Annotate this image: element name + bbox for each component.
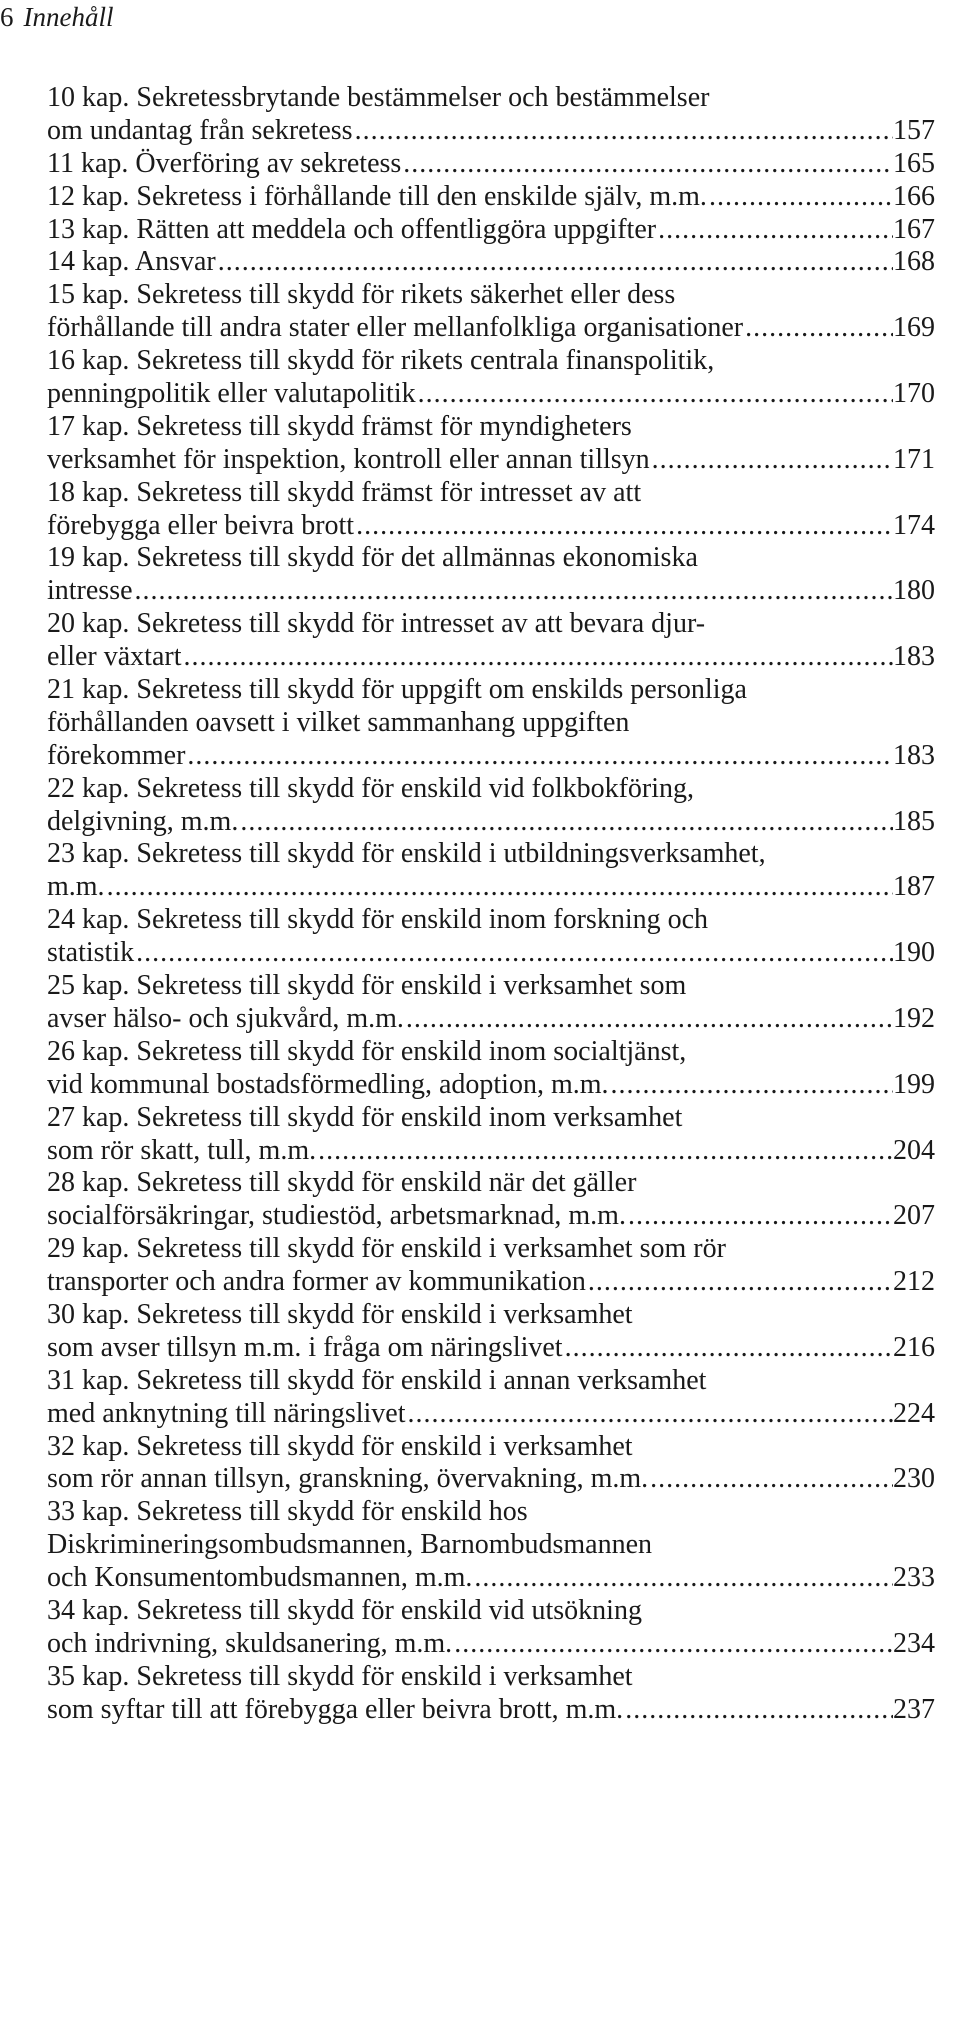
toc-entry-line: 18 kap. Sekretess till skydd främst för intresset av att bbox=[47, 476, 642, 508]
toc-entry-line: 23 kap. Sekretess till skydd för enskild i utbildningsverksamhet, bbox=[47, 838, 766, 870]
dot-leader bbox=[185, 740, 893, 773]
toc-entry-line: 17 kap. Sekretess till skydd främst för myndigheters bbox=[47, 410, 632, 442]
toc-entry[interactable] bbox=[47, 345, 935, 411]
toc-entry-line bbox=[47, 148, 935, 181]
toc-entry[interactable] bbox=[47, 838, 935, 904]
toc-entry-line bbox=[47, 740, 935, 773]
toc-page-number: 230 bbox=[893, 1463, 935, 1495]
toc-page-number: 157 bbox=[893, 114, 935, 146]
dot-leader bbox=[472, 1562, 893, 1595]
dot-leader bbox=[401, 148, 893, 181]
toc-entry-title: och Konsumentombudsmannen, m.m. bbox=[47, 1562, 473, 1594]
toc-entry[interactable] bbox=[47, 970, 935, 1036]
toc-entry-line bbox=[47, 444, 935, 477]
toc-entry-line bbox=[47, 312, 935, 345]
table-of-contents bbox=[47, 82, 935, 1727]
toc-entry-line bbox=[47, 378, 935, 411]
toc-entry-line: 15 kap. Sekretess till skydd för rikets säkerhet eller dess bbox=[47, 279, 676, 311]
toc-entry-line: 30 kap. Sekretess till skydd för enskild i verksamhet bbox=[47, 1298, 633, 1330]
dot-leader bbox=[623, 1694, 893, 1727]
toc-page-number: 174 bbox=[893, 509, 935, 541]
toc-entry-line bbox=[47, 214, 935, 247]
toc-page-number: 187 bbox=[893, 871, 935, 903]
toc-entry-title: förhållande till andra stater eller mellanfolkliga organisationer bbox=[47, 312, 744, 344]
toc-entry-line: 22 kap. Sekretess till skydd för enskild vid folkbokföring, bbox=[47, 772, 695, 804]
dot-leader bbox=[404, 1003, 893, 1036]
dot-leader bbox=[134, 937, 893, 970]
dot-leader bbox=[609, 1069, 893, 1102]
toc-entry-line: 34 kap. Sekretess till skydd för enskild vid utsökning bbox=[47, 1594, 642, 1626]
toc-page-number: 167 bbox=[893, 213, 935, 245]
toc-page-number: 199 bbox=[893, 1068, 935, 1100]
toc-entry-title: 13 kap. Rätten att meddela och offentliggöra uppgifter bbox=[47, 213, 657, 245]
toc-page-number: 183 bbox=[893, 641, 935, 673]
toc-entry[interactable] bbox=[47, 904, 935, 970]
toc-page-number: 166 bbox=[893, 180, 935, 212]
toc-entry-line: 20 kap. Sekretess till skydd för intresset av att bevara djur- bbox=[47, 608, 706, 640]
toc-entry-title: förekommer bbox=[47, 739, 186, 771]
toc-entry[interactable] bbox=[47, 1233, 935, 1299]
toc-entry[interactable] bbox=[47, 279, 935, 345]
toc-page-number: 233 bbox=[893, 1562, 935, 1594]
toc-page-number: 234 bbox=[893, 1627, 935, 1659]
toc-entry-line: 32 kap. Sekretess till skydd för enskild i verksamhet bbox=[47, 1430, 633, 1462]
toc-entry[interactable] bbox=[47, 1102, 935, 1168]
toc-entry[interactable] bbox=[47, 542, 935, 608]
toc-entry-line bbox=[47, 1463, 935, 1496]
toc-entry-line: 26 kap. Sekretess till skydd för enskild inom socialtjänst, bbox=[47, 1035, 687, 1067]
dot-leader bbox=[586, 1266, 893, 1299]
running-title: Innehåll bbox=[23, 2, 114, 32]
toc-entry[interactable] bbox=[47, 246, 935, 279]
toc-entry[interactable] bbox=[47, 674, 935, 773]
toc-entry-title: transporter och andra former av kommunikation bbox=[47, 1266, 586, 1298]
dot-leader bbox=[648, 1463, 893, 1496]
toc-page-number: 171 bbox=[893, 443, 935, 475]
toc-entry-line bbox=[47, 937, 935, 970]
toc-entry[interactable] bbox=[47, 1661, 935, 1727]
toc-entry-title: om undantag från sekretess bbox=[47, 114, 353, 146]
toc-entry[interactable] bbox=[47, 82, 935, 148]
page-number: 6 bbox=[0, 2, 14, 32]
toc-entry[interactable] bbox=[47, 1299, 935, 1365]
toc-entry-title: socialförsäkringar, studiestöd, arbetsmarknad, m.m. bbox=[47, 1200, 626, 1232]
toc-entry-line: 25 kap. Sekretess till skydd för enskild i verksamhet som bbox=[47, 970, 687, 1002]
toc-entry-line bbox=[47, 1332, 935, 1365]
toc-entry-title: m.m. bbox=[47, 871, 105, 903]
toc-entry[interactable] bbox=[47, 1167, 935, 1233]
toc-entry[interactable] bbox=[47, 214, 935, 247]
toc-entry-line: 29 kap. Sekretess till skydd för enskild i verksamhet som rör bbox=[47, 1233, 726, 1265]
toc-entry-line: 24 kap. Sekretess till skydd för enskild inom forskning och bbox=[47, 904, 709, 936]
toc-entry-title: 14 kap. Ansvar bbox=[47, 246, 216, 278]
toc-entry-line: Diskrimineringsombudsmannen, Barnombudsmannen bbox=[47, 1529, 653, 1561]
toc-entry-line bbox=[47, 1069, 935, 1102]
dot-leader bbox=[406, 1398, 893, 1431]
toc-entry-title: som rör skatt, tull, m.m. bbox=[47, 1134, 317, 1166]
toc-entry-title: 12 kap. Sekretess i förhållande till den enskilde själv, m.m. bbox=[47, 180, 707, 212]
toc-entry-line bbox=[47, 1562, 935, 1595]
toc-page-number: 169 bbox=[893, 312, 935, 344]
toc-entry[interactable] bbox=[47, 181, 935, 214]
toc-entry-line bbox=[47, 510, 935, 543]
toc-entry-line: 16 kap. Sekretess till skydd för rikets centrala finanspolitik, bbox=[47, 345, 715, 377]
toc-entry-line bbox=[47, 115, 935, 148]
toc-page-number: 180 bbox=[893, 575, 935, 607]
toc-page-number: 237 bbox=[893, 1693, 935, 1725]
toc-entry-line: 35 kap. Sekretess till skydd för enskild i verksamhet bbox=[47, 1660, 633, 1692]
toc-entry-line bbox=[47, 1200, 935, 1233]
dot-leader bbox=[452, 1628, 893, 1661]
toc-entry-line: 31 kap. Sekretess till skydd för enskild i annan verksamhet bbox=[47, 1364, 707, 1396]
dot-leader bbox=[416, 378, 893, 411]
dot-leader bbox=[353, 115, 893, 148]
toc-entry-title: som rör annan tillsyn, granskning, övervakning, m.m. bbox=[47, 1463, 649, 1495]
dot-leader bbox=[626, 1200, 893, 1233]
toc-page-number: 190 bbox=[893, 937, 935, 969]
toc-entry-line bbox=[47, 1694, 935, 1727]
dot-leader bbox=[563, 1332, 893, 1365]
toc-entry-title: verksamhet för inspektion, kontroll eller annan tillsyn bbox=[47, 443, 650, 475]
toc-entry[interactable] bbox=[47, 1036, 935, 1102]
toc-entry-title: delgivning, m.m. bbox=[47, 805, 239, 837]
toc-entry-line bbox=[47, 806, 935, 839]
toc-entry-line bbox=[47, 181, 935, 214]
toc-page-number: 185 bbox=[893, 805, 935, 837]
toc-entry[interactable] bbox=[47, 773, 935, 839]
toc-entry-line: 19 kap. Sekretess till skydd för det allmännas ekonomiska bbox=[47, 542, 698, 574]
toc-entry[interactable] bbox=[47, 411, 935, 477]
toc-entry-line bbox=[47, 1266, 935, 1299]
toc-page-number: 183 bbox=[893, 739, 935, 771]
toc-entry-title: penningpolitik eller valutapolitik bbox=[47, 378, 416, 410]
toc-entry-title: avser hälso- och sjukvård, m.m. bbox=[47, 1002, 404, 1034]
toc-entry[interactable] bbox=[47, 608, 935, 674]
toc-page-number: 224 bbox=[893, 1397, 935, 1429]
toc-entry-line: 27 kap. Sekretess till skydd för enskild inom verksamhet bbox=[47, 1101, 683, 1133]
toc-page-number: 168 bbox=[893, 246, 935, 278]
toc-entry-title: vid kommunal bostadsförmedling, adoption, m.m. bbox=[47, 1068, 609, 1100]
toc-entry-title: som syftar till att förebygga eller beivra brott, m.m. bbox=[47, 1693, 624, 1725]
toc-entry-line bbox=[47, 1628, 935, 1661]
toc-entry-title: med anknytning till näringslivet bbox=[47, 1397, 406, 1429]
dot-leader bbox=[650, 444, 893, 477]
toc-entry-title: intresse bbox=[47, 575, 133, 607]
dot-leader bbox=[133, 575, 893, 608]
toc-entry-line: 28 kap. Sekretess till skydd för enskild när det gäller bbox=[47, 1167, 637, 1199]
toc-entry[interactable] bbox=[47, 1595, 935, 1661]
page-header bbox=[0, 0, 113, 34]
toc-entry-line bbox=[47, 641, 935, 674]
toc-page-number: 192 bbox=[893, 1002, 935, 1034]
toc-entry[interactable] bbox=[47, 1365, 935, 1431]
toc-page-number: 216 bbox=[893, 1331, 935, 1363]
dot-leader bbox=[707, 181, 893, 214]
toc-entry[interactable] bbox=[47, 1431, 935, 1497]
toc-entry-title: statistik bbox=[47, 937, 135, 969]
toc-entry-line: 21 kap. Sekretess till skydd för uppgift om enskilds personliga bbox=[47, 674, 747, 706]
dot-leader bbox=[181, 641, 893, 674]
toc-page-number: 207 bbox=[893, 1200, 935, 1232]
toc-page-number: 212 bbox=[893, 1266, 935, 1298]
toc-entry-line: 10 kap. Sekretessbrytande bestämmelser och bestämmelser bbox=[47, 82, 710, 113]
dot-leader bbox=[238, 806, 893, 839]
toc-entry-line bbox=[47, 246, 935, 279]
toc-entry[interactable] bbox=[47, 477, 935, 543]
dot-leader bbox=[216, 246, 893, 279]
toc-entry-line: 33 kap. Sekretess till skydd för enskild hos bbox=[47, 1496, 528, 1528]
toc-entry-line bbox=[47, 1135, 935, 1168]
toc-page-number: 204 bbox=[893, 1134, 935, 1166]
toc-entry-title: 11 kap. Överföring av sekretess bbox=[47, 147, 402, 179]
dot-leader bbox=[354, 510, 893, 543]
toc-entry-line bbox=[47, 575, 935, 608]
toc-entry-line bbox=[47, 1003, 935, 1036]
toc-page-number: 165 bbox=[893, 147, 935, 179]
toc-entry-line bbox=[47, 1398, 935, 1431]
dot-leader bbox=[743, 312, 893, 345]
toc-page-number: 170 bbox=[893, 378, 935, 410]
toc-entry[interactable] bbox=[47, 148, 935, 181]
dot-leader bbox=[656, 214, 893, 247]
toc-entry-title: eller växtart bbox=[47, 641, 182, 673]
toc-entry-line bbox=[47, 871, 935, 904]
toc-entry[interactable] bbox=[47, 1496, 935, 1595]
toc-entry-line: förhållanden oavsett i vilket sammanhang uppgiften bbox=[47, 706, 630, 738]
toc-entry-title: som avser tillsyn m.m. i fråga om näringslivet bbox=[47, 1331, 563, 1363]
toc-entry-title: och indrivning, skuldsanering, m.m. bbox=[47, 1627, 453, 1659]
toc-entry-title: förebygga eller beivra brott bbox=[47, 509, 355, 541]
dot-leader bbox=[105, 871, 893, 904]
dot-leader bbox=[316, 1135, 893, 1168]
